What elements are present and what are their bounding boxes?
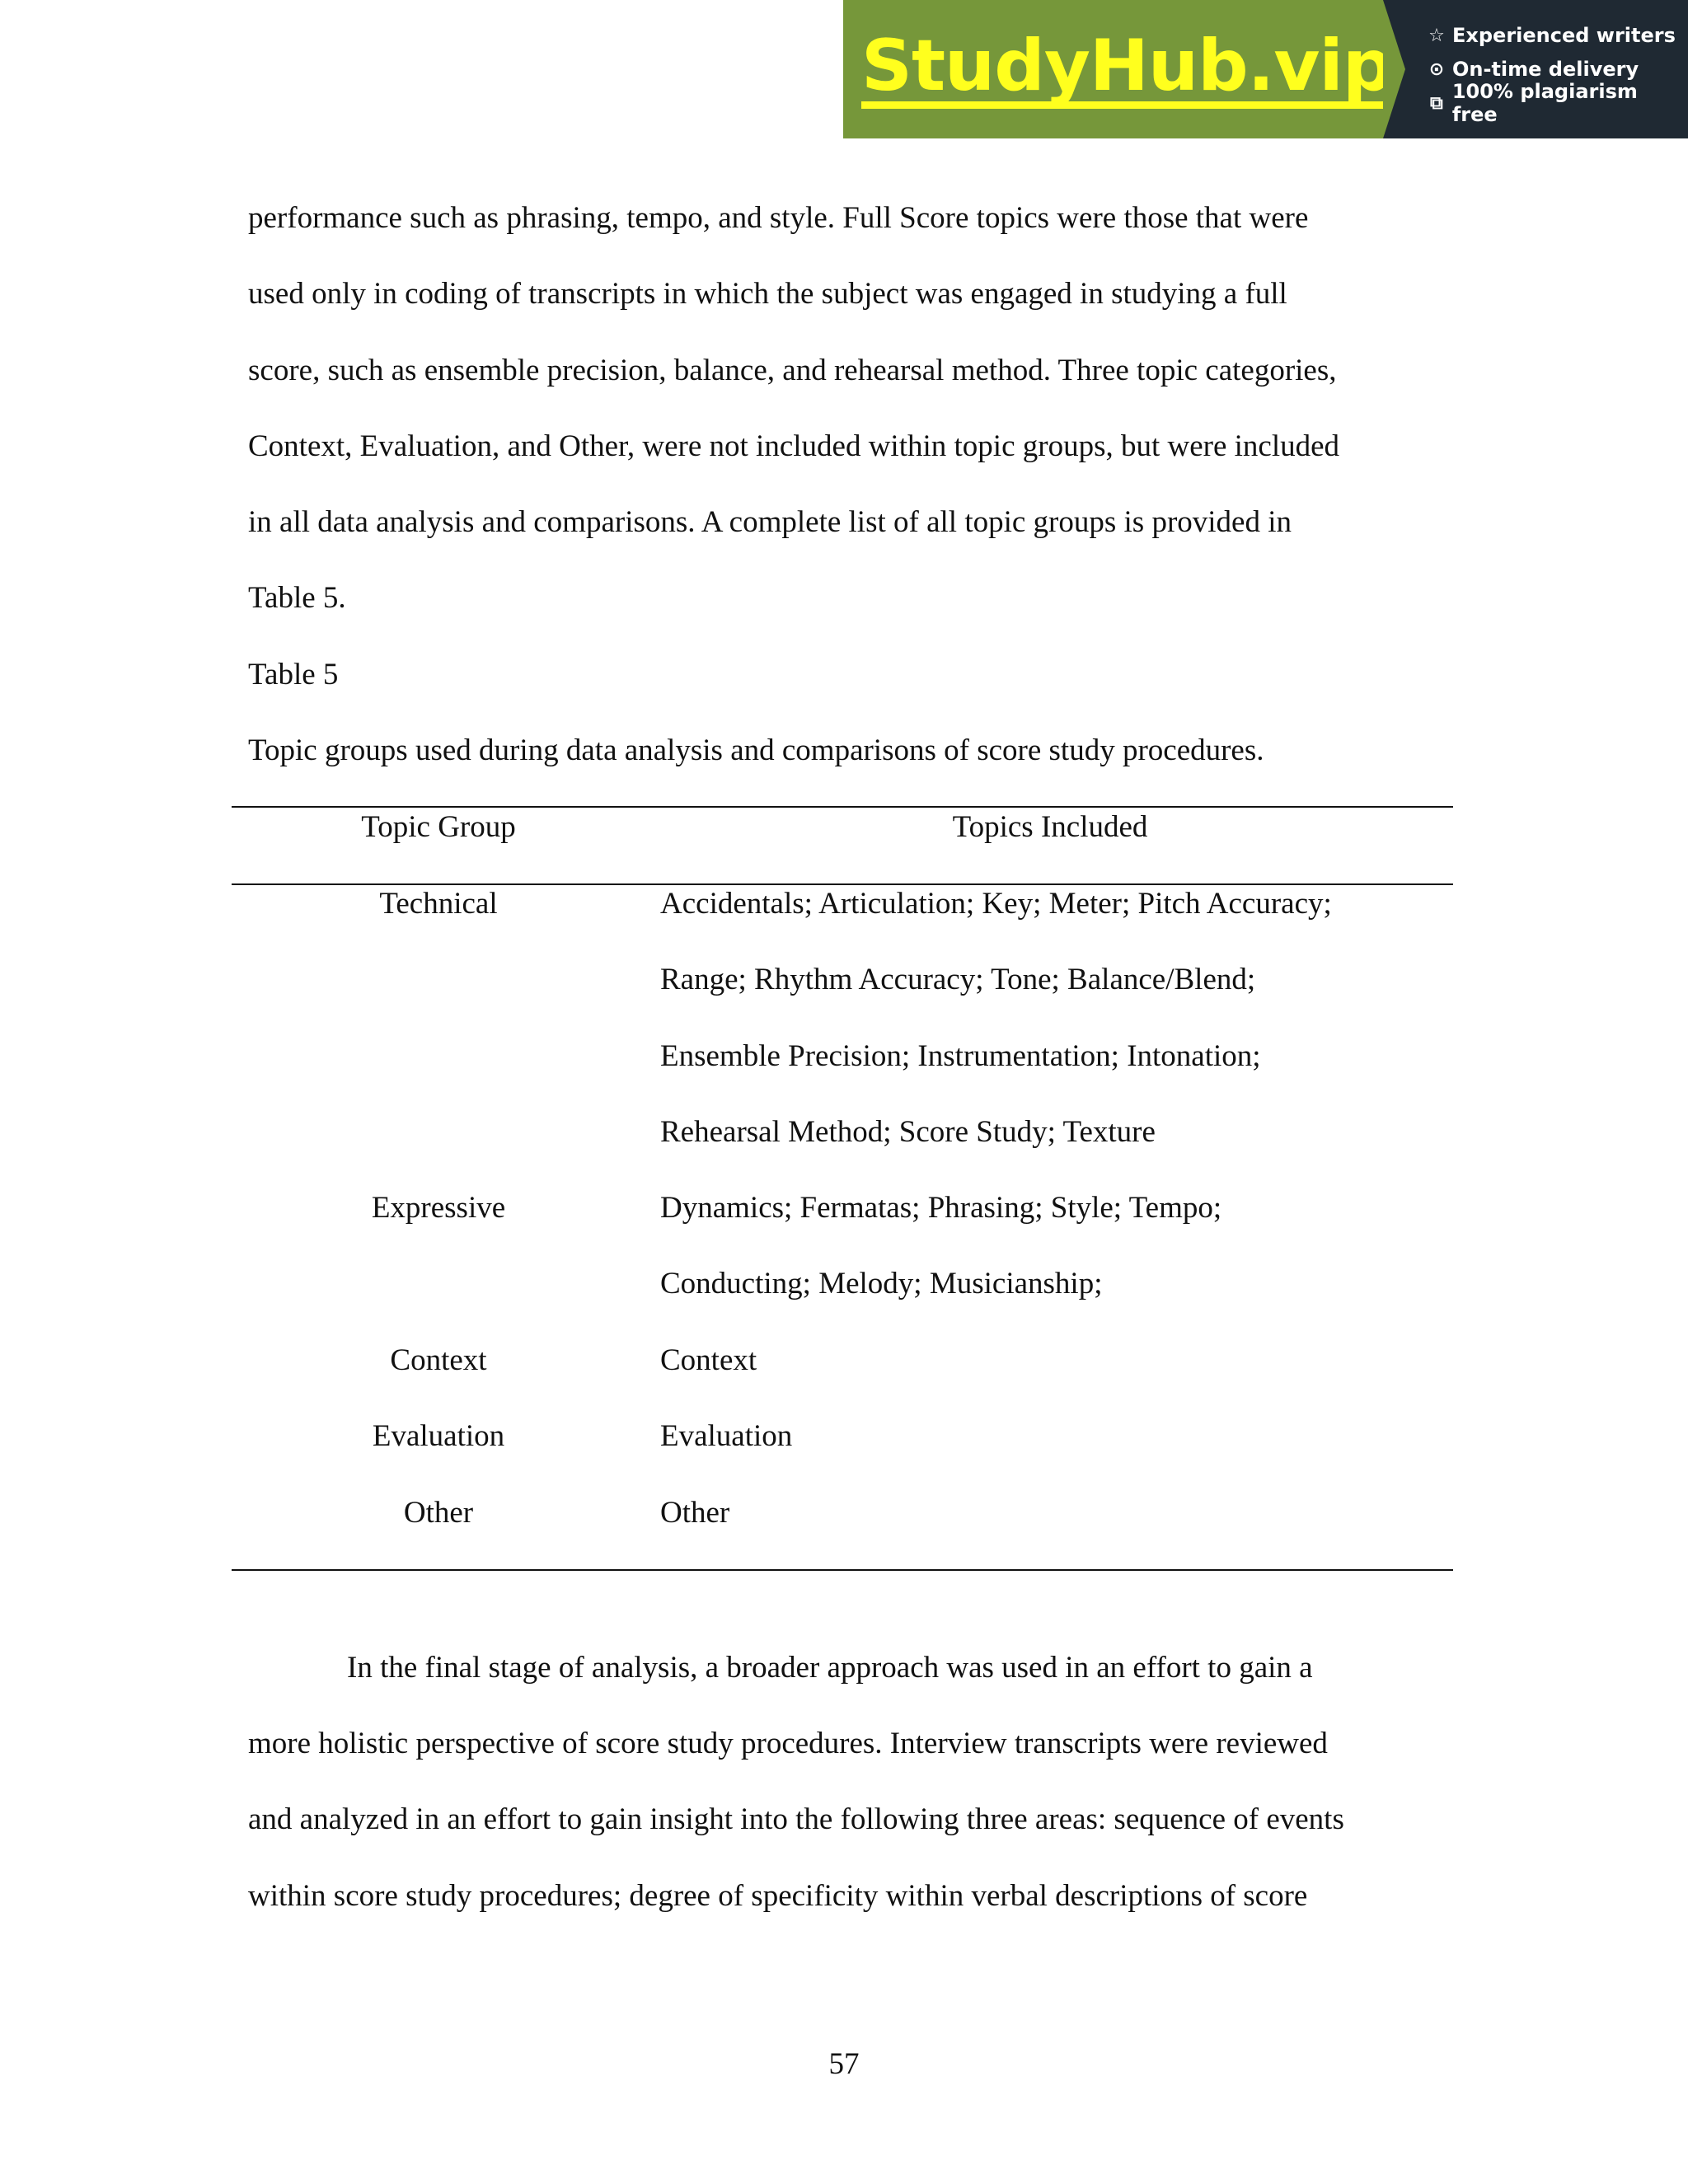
feature-label: On-time delivery [1452, 58, 1639, 81]
banner-features [1383, 0, 1688, 138]
body-text-line: performance such as phrasing, tempo, and style. Full Score topics were those that were [248, 201, 1309, 235]
table-bottom-rule [232, 1569, 1453, 1571]
table-cell-topics: Context [660, 1343, 757, 1377]
table-header-topics-included: Topics Included [952, 810, 1148, 844]
body-text-line: in all data analysis and comparisons. A complete list of all topic groups is provided in [248, 505, 1292, 539]
table-cell-topics: Ensemble Precision; Instrumentation; Intonation; [660, 1039, 1261, 1073]
table-cell-topics: Rehearsal Method; Score Study; Texture [660, 1115, 1156, 1149]
table-label: Table 5 [248, 658, 339, 691]
body-text-line: used only in coding of transcripts in which the subject was engaged in studying a full [248, 277, 1287, 311]
table-cell-group: Technical [379, 887, 498, 921]
studyhub-logo[interactable]: StudyHub.vip [861, 24, 1393, 107]
body-text-line: Context, Evaluation, and Other, were not included within topic groups, but were included [248, 429, 1340, 463]
body-text-line: score, such as ensemble precision, balance, and rehearsal method. Three topic categories, [248, 354, 1337, 387]
table-cell-topics: Accidentals; Articulation; Key; Meter; Pitch Accuracy; [660, 887, 1332, 921]
table-cell-topics: Evaluation [660, 1419, 793, 1453]
table-cell-group: Evaluation [372, 1419, 505, 1453]
body-text-line: and analyzed in an effort to gain insight into the following three areas: sequence of events [248, 1802, 1344, 1836]
body-text-line: within score study procedures; degree of specificity within verbal descriptions of score [248, 1879, 1308, 1913]
copy-icon: ⧉ [1430, 92, 1443, 114]
table-cell-topics: Other [660, 1496, 730, 1530]
star-icon: ☆ [1428, 25, 1445, 46]
banner-brand-block [843, 0, 1393, 138]
studyhub-banner[interactable] [843, 0, 1688, 138]
feature-label: Experienced writers [1452, 24, 1676, 47]
body-text-line: more holistic perspective of score study procedures. Interview transcripts were reviewed [248, 1727, 1328, 1760]
body-text-line: Table 5. [248, 581, 346, 615]
table-cell-topics: Range; Rhythm Accuracy; Tone; Balance/Blend; [660, 963, 1256, 996]
feature-plagiarism-free [1426, 80, 1688, 126]
table-cell-topics: Conducting; Melody; Musicianship; [660, 1267, 1103, 1301]
table-top-rule [232, 806, 1453, 808]
table-caption: Topic groups used during data analysis and comparisons of score study procedures. [248, 733, 1264, 767]
banner-arrow-shape [1383, 0, 1405, 138]
feature-experienced-writers [1426, 19, 1688, 53]
table-cell-group: Context [390, 1343, 487, 1377]
clock-icon: ⊙ [1428, 59, 1445, 80]
feature-label: 100% plagiarism free [1451, 80, 1638, 126]
table-cell-topics: Dynamics; Fermatas; Phrasing; Style; Tempo; [660, 1191, 1222, 1225]
page-number: 57 [828, 2047, 860, 2081]
table-header-topic-group: Topic Group [361, 810, 516, 844]
body-text-line: In the final stage of analysis, a broader approach was used in an effort to gain a [347, 1651, 1313, 1685]
table-cell-group: Expressive [371, 1191, 506, 1225]
table-cell-group: Other [403, 1496, 474, 1530]
